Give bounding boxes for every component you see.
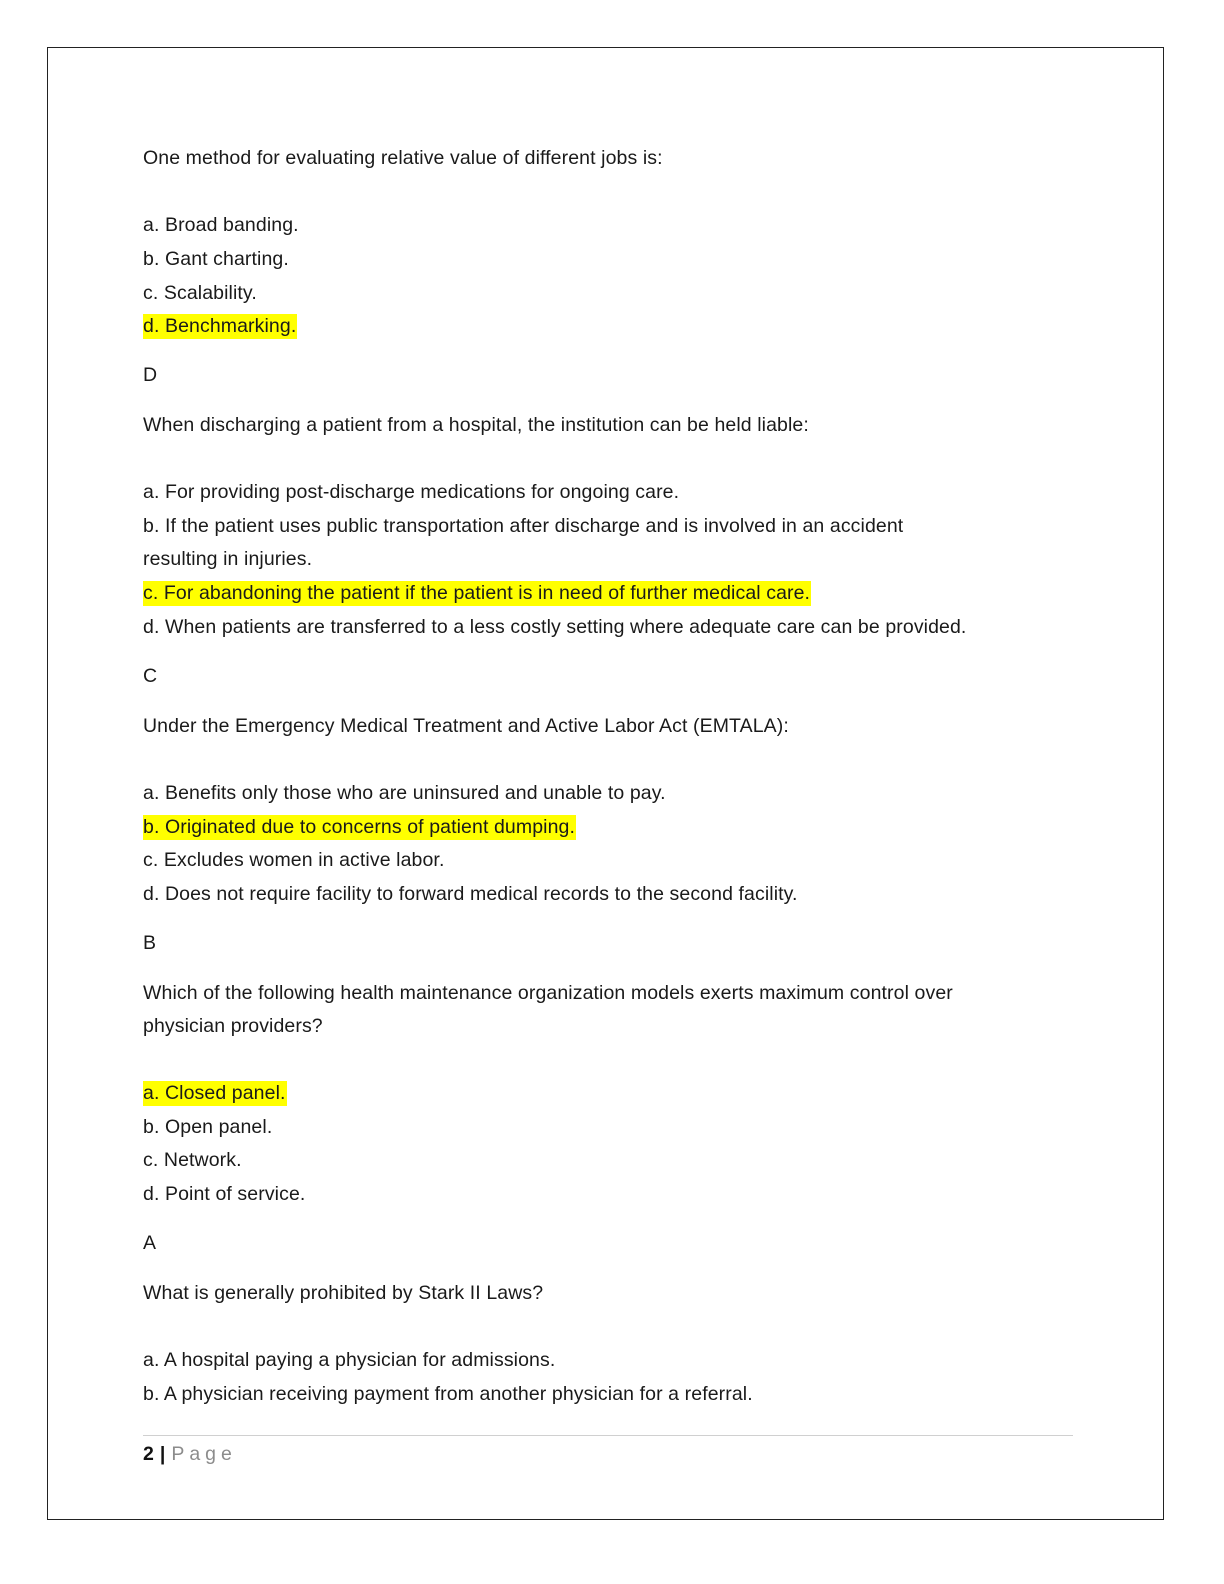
question-3-option-b-highlighted: b. Originated due to concerns of patient dumping. [143,816,576,838]
page-number: 2 [143,1443,154,1465]
question-2-stem: When discharging a patient from a hospital, the institution can be held liable: [143,414,809,436]
question-2-option-d: d. When patients are transferred to a less costly setting where adequate care can be provided. [143,616,967,638]
page-footer [143,1442,237,1466]
page-label: Page [171,1443,237,1465]
question-2-option-b: b. If the patient uses public transportation after discharge and is involved in an accident [143,515,904,537]
question-3-option-a: a. Benefits only those who are uninsured and unable to pay. [143,782,666,804]
question-4-stem: Which of the following health maintenance organization models exerts maximum control over [143,982,953,1004]
footer-divider [143,1435,1073,1436]
question-4-answer: A [143,1232,157,1254]
question-2-option-a: a. For providing post-discharge medications for ongoing care. [143,481,680,503]
question-3-stem: Under the Emergency Medical Treatment and Active Labor Act (EMTALA): [143,715,789,737]
footer-separator: | [159,1443,166,1465]
question-2-option-b-continued: resulting in injuries. [143,548,313,570]
question-5-stem: What is generally prohibited by Stark II Laws? [143,1282,544,1304]
question-1-option-b: b. Gant charting. [143,248,289,270]
question-3-answer: B [143,932,157,954]
question-1-option-a: a. Broad banding. [143,214,299,236]
question-1-option-c: c. Scalability. [143,282,257,304]
question-4-stem-continued: physician providers? [143,1015,323,1037]
question-5-option-a: a. A hospital paying a physician for admissions. [143,1349,556,1371]
question-2-option-c-highlighted: c. For abandoning the patient if the patient is in need of further medical care. [143,582,811,604]
question-3-option-d: d. Does not require facility to forward medical records to the second facility. [143,883,798,905]
question-1-stem: One method for evaluating relative value of different jobs is: [143,147,663,169]
question-4-option-a-highlighted: a. Closed panel. [143,1082,286,1104]
question-5-option-b: b. A physician receiving payment from another physician for a referral. [143,1383,753,1405]
question-4-option-c: c. Network. [143,1149,242,1171]
question-1-answer: D [143,364,158,386]
question-4-option-d: d. Point of service. [143,1183,306,1205]
question-4-option-b: b. Open panel. [143,1116,273,1138]
question-2-answer: C [143,665,158,687]
question-3-option-c: c. Excludes women in active labor. [143,849,445,871]
question-1-option-d-highlighted: d. Benchmarking. [143,315,297,337]
